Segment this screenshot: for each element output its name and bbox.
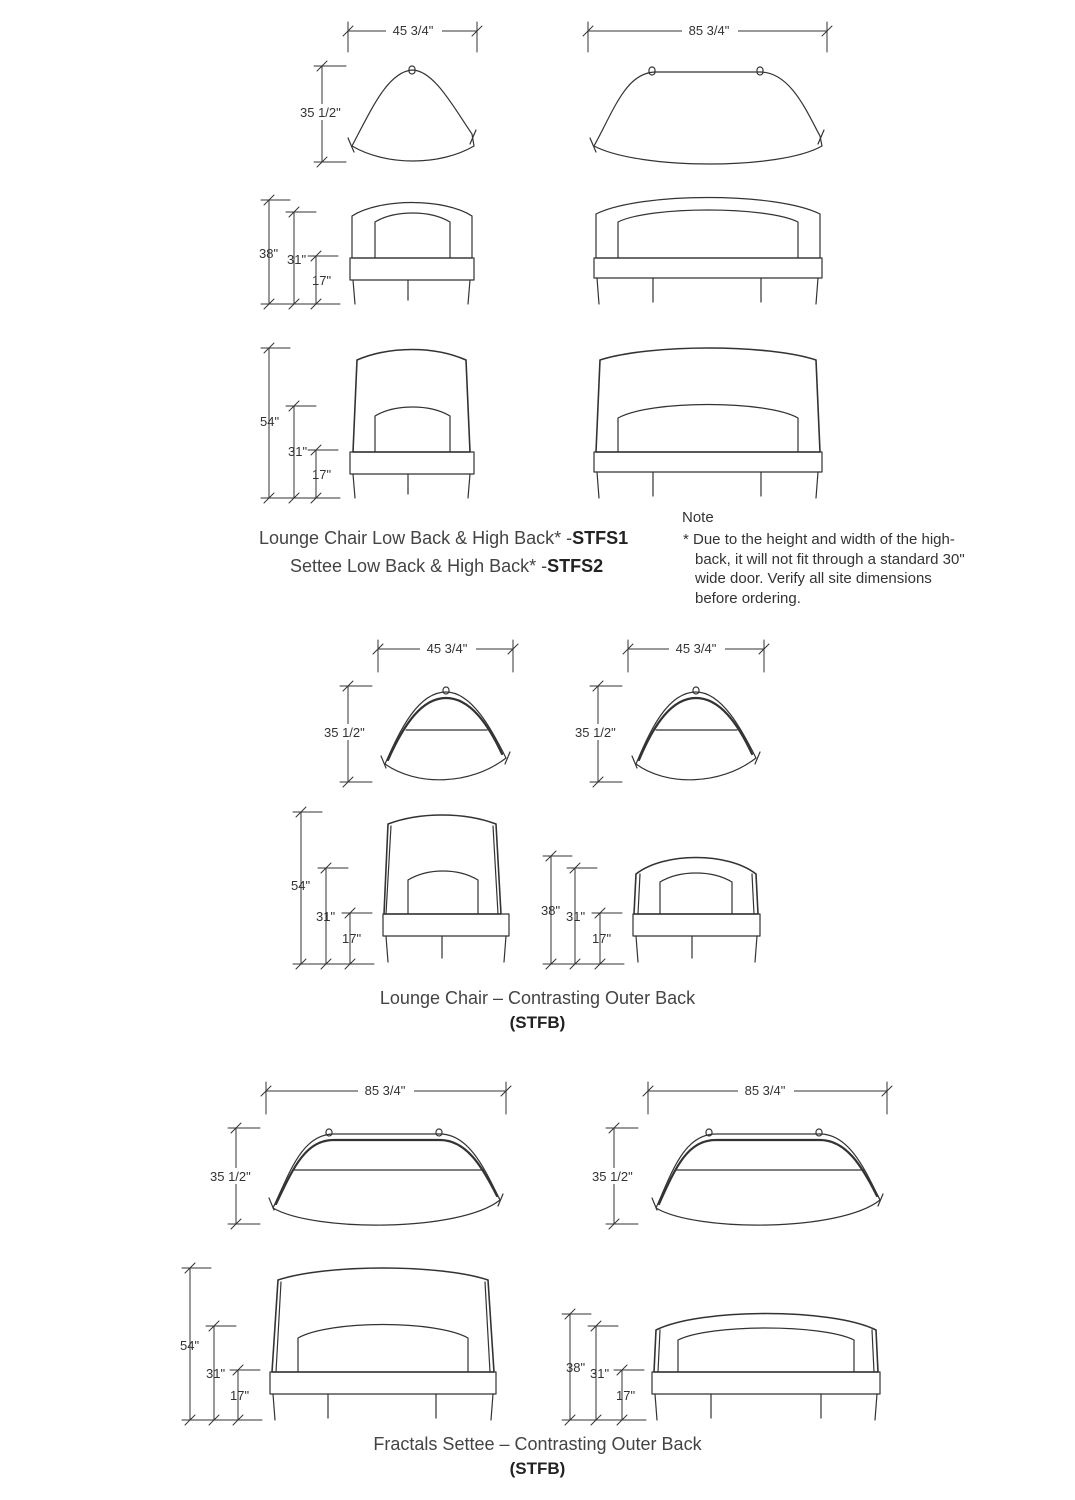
note-body (683, 530, 973, 608)
s1-chair-depth: 35 1/2" (300, 105, 341, 120)
s3-high-seat: 17" (230, 1388, 250, 1403)
s2-low-seat: 17" (592, 931, 612, 946)
s2-caption: Lounge Chair – Contrasting Outer Back (379, 988, 696, 1008)
high-back-settee-front-view (594, 348, 822, 498)
note-text: * Due to the height and width of the high-back, it will not fit through a standard 30" wide door. Verify all site dimensions before ordering. (683, 531, 965, 607)
s1-high-overall: 54" (260, 414, 280, 429)
s1-high-seat: 17" (312, 467, 332, 482)
s3-high-overall: 54" (180, 1338, 200, 1353)
s3-right-width: 85 3/4" (744, 1083, 786, 1098)
s1-caption-line2-text: Settee Low Back & High Back* - (290, 556, 548, 576)
s2-low-arm: 31" (566, 909, 586, 924)
contrast-chair-top-view-left (340, 640, 518, 787)
s2-high-seat: 17" (342, 931, 362, 946)
low-back-settee-front-view (594, 198, 822, 305)
note-title: Note (682, 509, 714, 526)
s1-caption-line1 (259, 528, 628, 549)
s1-low-overall: 38" (259, 246, 279, 261)
contrast-high-back-chair-front-view (293, 807, 509, 969)
high-back-chair-front-view (261, 343, 474, 503)
s2-code: (STFB) (509, 1013, 566, 1032)
s2-right-width: 45 3/4" (675, 641, 717, 656)
s1-low-seat: 17" (312, 273, 332, 288)
s2-right-depth: 35 1/2" (575, 725, 616, 740)
s3-low-overall: 38" (566, 1360, 586, 1375)
dimension-labels (180, 23, 794, 1403)
s1-caption-line1-text: Lounge Chair Low Back & High Back* - (259, 528, 573, 548)
contrast-chair-top-view-right (590, 640, 769, 787)
contrast-settee-top-view-right (606, 1082, 892, 1229)
s1-settee-width: 85 3/4" (688, 23, 730, 38)
s1-chair-width: 45 3/4" (392, 23, 434, 38)
s2-left-depth: 35 1/2" (324, 725, 365, 740)
s3-left-width: 85 3/4" (364, 1083, 406, 1098)
s3-code: (STFB) (509, 1459, 566, 1478)
contrast-low-back-settee-front-view (562, 1309, 880, 1425)
s1-code2: STFS2 (547, 556, 604, 576)
s3-low-arm: 31" (590, 1366, 610, 1381)
settee-top-view (583, 22, 832, 164)
s3-right-depth: 35 1/2" (592, 1169, 633, 1184)
s3-caption: Fractals Settee – Contrasting Outer Back (373, 1434, 702, 1454)
s3-high-arm: 31" (206, 1366, 226, 1381)
s2-high-arm: 31" (316, 909, 336, 924)
s2-left-width: 45 3/4" (426, 641, 468, 656)
s3-low-seat: 17" (616, 1388, 636, 1403)
s2-high-overall: 54" (291, 878, 311, 893)
s1-low-arm: 31" (287, 252, 307, 267)
s1-caption-line2 (290, 556, 603, 577)
lounge-chair-top-view (314, 22, 482, 167)
s3-left-depth: 35 1/2" (210, 1169, 251, 1184)
s1-high-arm: 31" (288, 444, 308, 459)
s2-low-overall: 38" (541, 903, 561, 918)
contrast-settee-top-view-left (228, 1082, 511, 1229)
s1-code1: STFS1 (572, 528, 629, 548)
